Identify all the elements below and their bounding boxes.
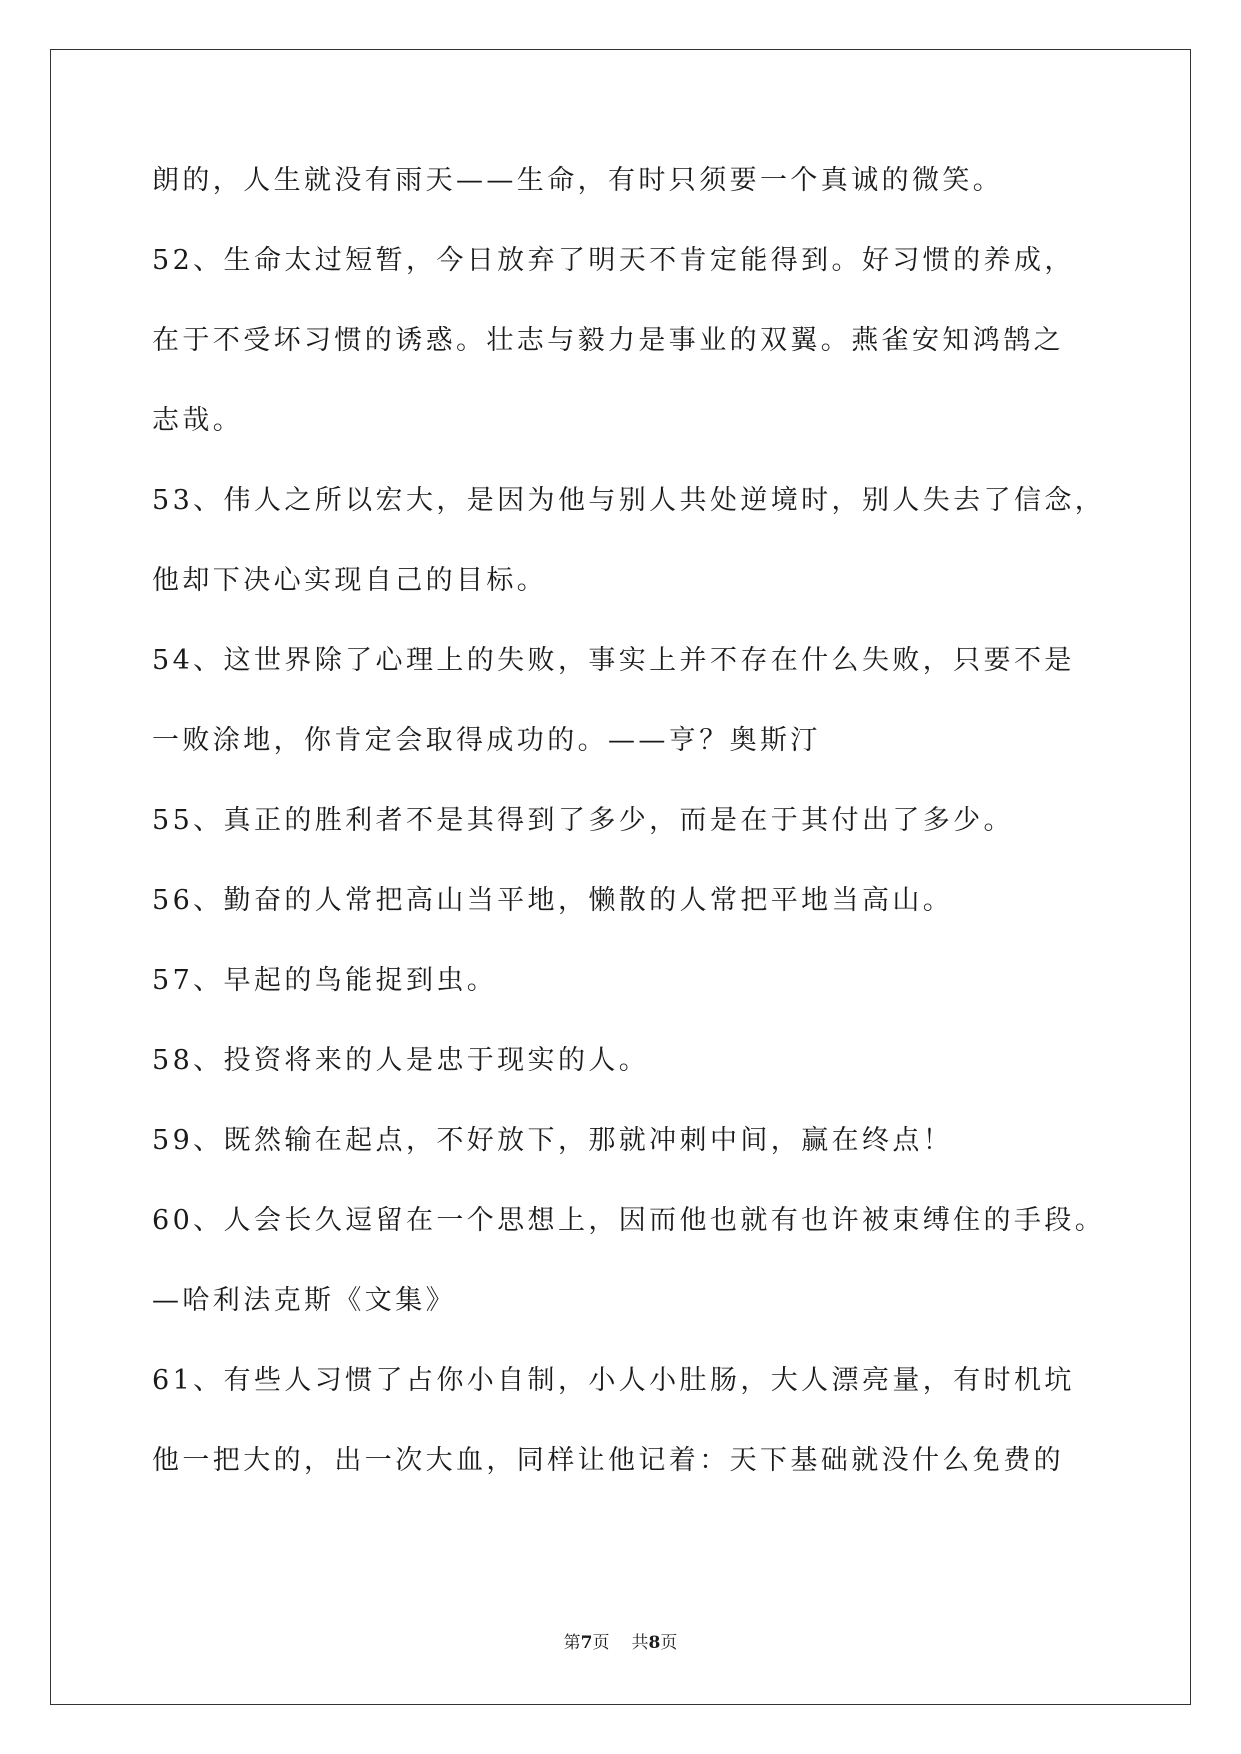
text-line: 志哉。 xyxy=(152,405,244,436)
text-line: 56、勤奋的人常把高山当平地，懒散的人常把平地当高山。 xyxy=(152,885,954,916)
text-line: 59、既然输在起点，不好放下，那就冲刺中间，赢在终点！ xyxy=(152,1125,954,1156)
text-line: 57、早起的鸟能捉到虫。 xyxy=(152,965,498,996)
text-line: 一败涂地，你肯定会取得成功的。——亨？奥斯汀 xyxy=(152,725,821,756)
text-line: 朗的，人生就没有雨天——生命，有时只须要一个真诚的微笑。 xyxy=(152,165,1004,196)
text-line: 61、有些人习惯了占你小自制，小人小肚肠，大人漂亮量，有时机坑 xyxy=(152,1365,1075,1396)
text-line: 他却下决心实现自己的目标。 xyxy=(152,565,548,596)
page-prefix: 第 xyxy=(563,1633,581,1653)
text-line: —哈利法克斯《文集》 xyxy=(152,1285,456,1316)
page-suffix: 页 xyxy=(592,1633,610,1653)
total-prefix: 共 xyxy=(631,1633,649,1653)
text-line: 55、真正的胜利者不是其得到了多少，而是在于其付出了多少。 xyxy=(152,805,1014,836)
text-line: 54、这世界除了心理上的失败，事实上并不存在什么失败，只要不是 xyxy=(152,645,1075,676)
total-page-number: 8 xyxy=(648,1633,661,1653)
text-line: 52、生命太过短暂，今日放弃了明天不肯定能得到。好习惯的养成， xyxy=(152,245,1075,276)
current-page-number: 7 xyxy=(580,1633,593,1653)
text-line: 53、伟人之所以宏大，是因为他与别人共处逆境时，别人失去了信念， xyxy=(152,485,1106,516)
text-line: 他一把大的，出一次大血，同样让他记着：天下基础就没什么免费的 xyxy=(152,1445,1064,1476)
text-line: 60、人会长久逗留在一个思想上，因而他也就有也许被束缚住的手段。 xyxy=(152,1205,1106,1236)
page-footer xyxy=(0,1628,1241,1653)
total-suffix: 页 xyxy=(660,1633,678,1653)
text-line: 58、投资将来的人是忠于现实的人。 xyxy=(152,1045,650,1076)
document-body xyxy=(152,163,1112,1523)
text-line: 在于不受坏习惯的诱惑。壮志与毅力是事业的双翼。燕雀安知鸿鹄之 xyxy=(152,325,1064,356)
